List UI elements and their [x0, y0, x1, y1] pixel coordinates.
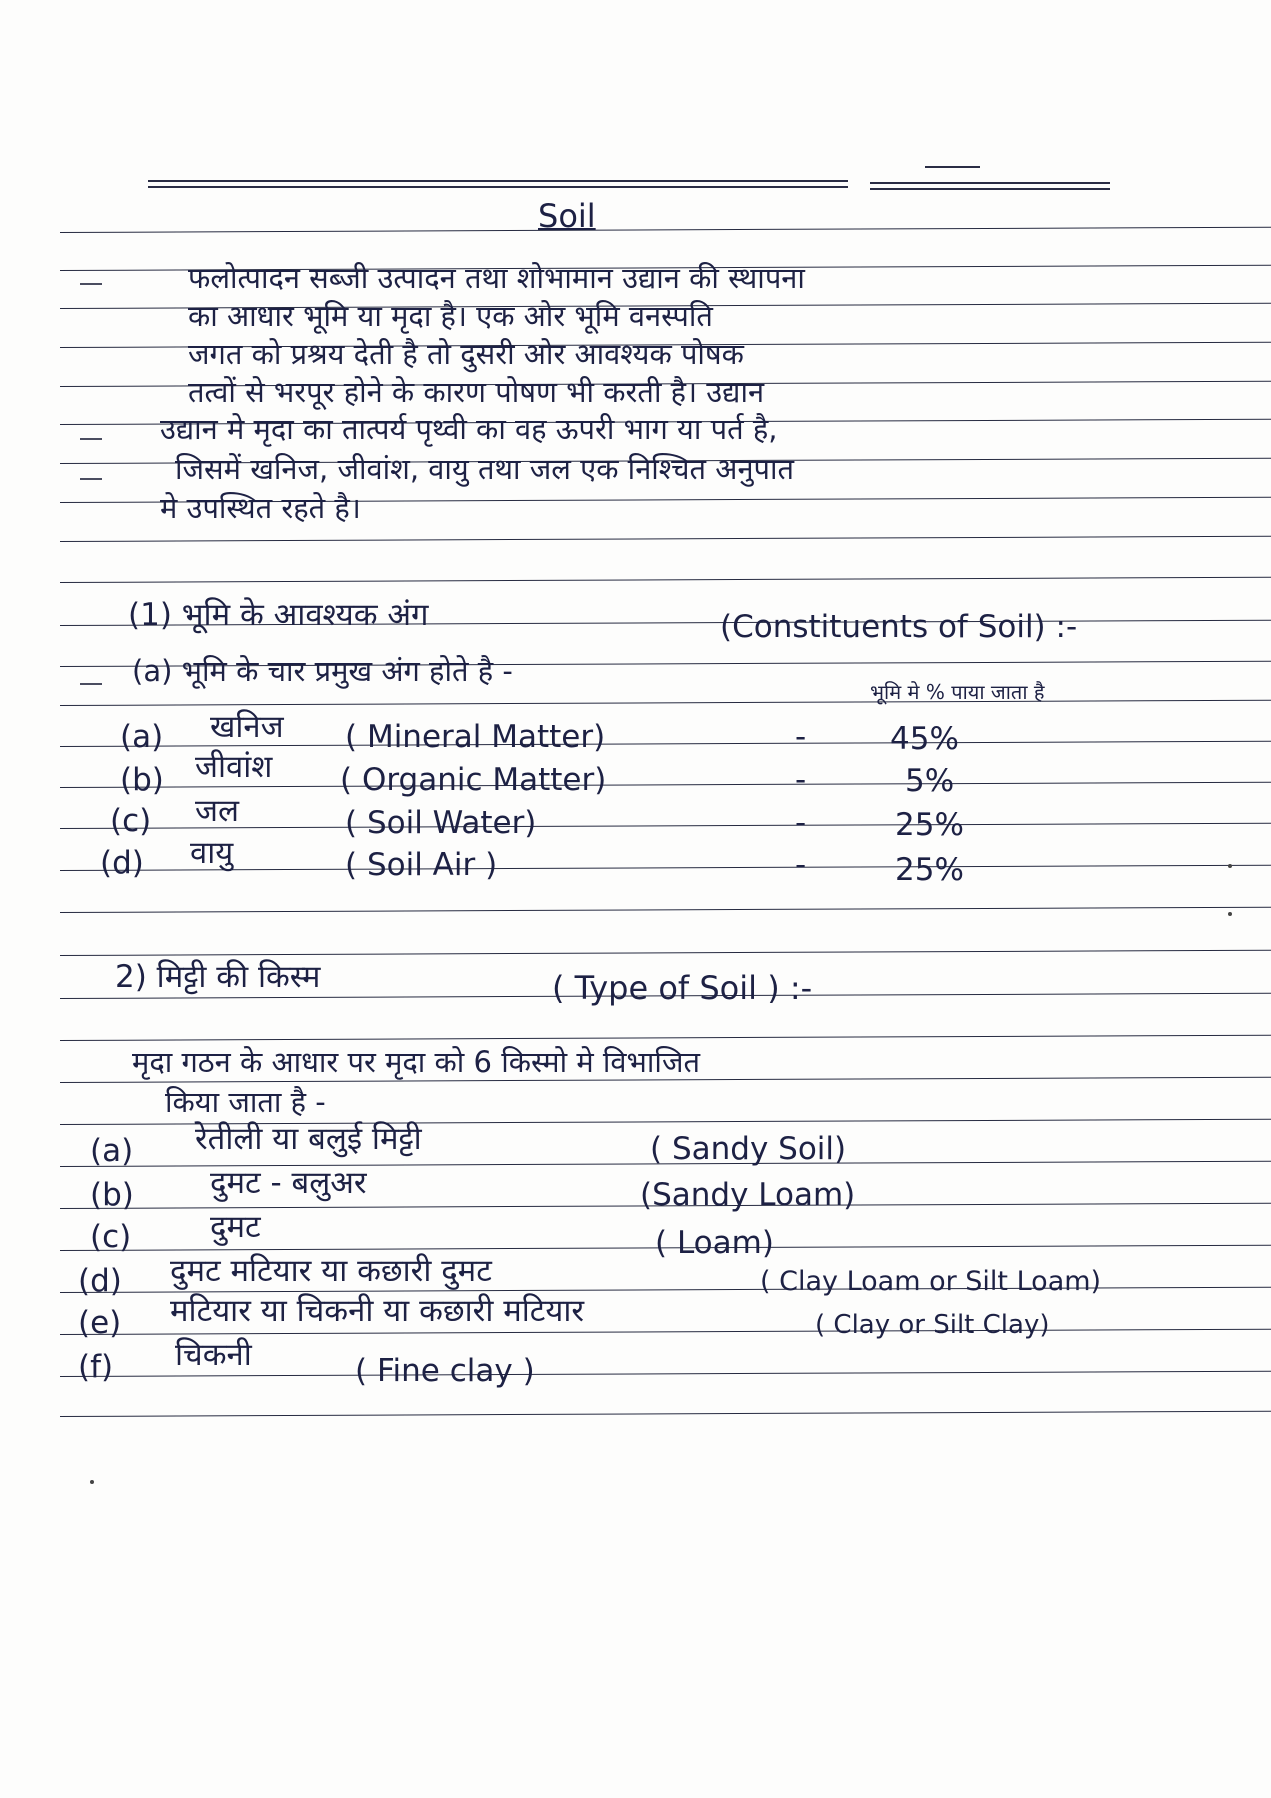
- list-item-english: ( Soil Water): [345, 805, 537, 841]
- list-item-hindi: दुमट: [210, 1209, 261, 1245]
- header-rule: [870, 182, 1110, 184]
- section1-heading-en: (Constituents of Soil) :-: [720, 609, 1078, 645]
- paragraph-line: फलोत्पादन सब्जी उत्पादन तथा शोभामान उद्यान की स्थापना: [188, 261, 805, 295]
- list-item-marker: (d): [100, 845, 144, 881]
- header-mark: [925, 166, 980, 168]
- ruled-line: [60, 1035, 1271, 1041]
- list-item-marker: (f): [78, 1349, 114, 1385]
- ruled-line: [60, 907, 1271, 913]
- margin-dash: [80, 478, 102, 480]
- header-rule: [148, 180, 848, 182]
- list-item-english: ( Loam): [655, 1225, 774, 1261]
- header-rule: [148, 186, 848, 188]
- column-header: भूमि मे % पाया जाता है: [870, 680, 1045, 704]
- header-rule: [870, 188, 1110, 190]
- ruled-line: [60, 577, 1271, 583]
- list-item-hindi: चिकनी: [175, 1337, 252, 1373]
- ruled-line: [60, 1411, 1271, 1417]
- list-item-hindi: दुमट - बलुअर: [210, 1165, 367, 1201]
- list-item-value: 25%: [895, 852, 964, 888]
- paragraph-line: का आधार भूमि या मृदा है। एक ओर भूमि वनस्पति: [188, 299, 713, 333]
- list-item-english: ( Fine clay ): [355, 1353, 535, 1389]
- list-item-hindi: खनिज: [210, 709, 284, 745]
- list-item-marker: (b): [90, 1177, 134, 1213]
- list-item-dash: -: [795, 762, 807, 798]
- list-item-english: ( Sandy Soil): [650, 1131, 847, 1167]
- ruled-line: [60, 823, 1271, 829]
- ruled-line: [60, 227, 1271, 233]
- margin-dash: [80, 683, 102, 685]
- list-item-english: ( Organic Matter): [340, 762, 607, 798]
- paragraph-line: जगत को प्रश्रय देती है तो दुसरी ओर आवश्यक पोषक: [188, 337, 744, 371]
- section2-heading: 2) मिट्टी की किस्म: [115, 959, 321, 995]
- paragraph-line: जिसमें खनिज, जीवांश, वायु तथा जल एक निश्चित अनुपात: [175, 452, 795, 486]
- list-item-hindi: रेतीली या बलुई मिट्टी: [195, 1121, 422, 1157]
- list-item-marker: (c): [90, 1219, 132, 1255]
- ink-dot: [1228, 912, 1232, 916]
- list-item-hindi: जीवांश: [195, 749, 273, 785]
- section2-intro-line: किया जाता है -: [165, 1085, 326, 1119]
- ruled-line: [60, 950, 1271, 956]
- list-item-marker: (d): [78, 1263, 122, 1299]
- list-item-english: ( Mineral Matter): [345, 719, 606, 755]
- ruled-line: [60, 1329, 1271, 1335]
- list-item-value: 45%: [890, 721, 959, 757]
- section2-heading-en: ( Type of Soil ) :-: [552, 969, 813, 1007]
- ruled-line: [60, 865, 1271, 871]
- list-item-value: 25%: [895, 807, 964, 843]
- margin-dash: [80, 283, 102, 285]
- section1-heading: (1) भूमि के आवश्यक अंग: [128, 597, 429, 633]
- list-item-hindi: दुमट मटियार या कछारी दुमट: [170, 1253, 492, 1289]
- margin-dash: [80, 438, 102, 440]
- section2-intro-line: मृदा गठन के आधार पर मृदा को 6 किस्मो मे विभाजित: [132, 1045, 700, 1079]
- list-item-hindi: वायु: [190, 835, 234, 871]
- ruled-line: [60, 700, 1271, 706]
- list-item-dash: -: [795, 719, 807, 755]
- paragraph-line: तत्वों से भरपूर होने के कारण पोषण भी करती है। उद्यान: [188, 375, 765, 409]
- list-item-hindi: जल: [195, 793, 240, 829]
- paragraph-line: मे उपस्थित रहते है।: [160, 491, 361, 525]
- list-item-marker: (a): [90, 1133, 134, 1169]
- page-title: Soil: [538, 197, 596, 235]
- list-item-marker: (a): [120, 719, 164, 755]
- section1-intro: (a) भूमि के चार प्रमुख अंग होते है -: [132, 654, 513, 688]
- list-item-value: 5%: [905, 763, 955, 799]
- ink-dot: [1228, 864, 1232, 868]
- list-item-marker: (e): [78, 1305, 122, 1341]
- paragraph-line: उद्यान मे मृदा का तात्पर्य पृथ्वी का वह ऊपरी भाग या पर्त है,: [160, 412, 778, 446]
- list-item-marker: (c): [110, 803, 152, 839]
- list-item-english: (Sandy Loam): [640, 1177, 856, 1213]
- list-item-english: ( Clay or Silt Clay): [815, 1310, 1050, 1340]
- list-item-english: ( Soil Air ): [345, 847, 498, 883]
- list-item-english: ( Clay Loam or Silt Loam): [760, 1266, 1102, 1297]
- list-item-dash: -: [795, 805, 807, 841]
- list-item-dash: -: [795, 847, 807, 883]
- ink-dot: [90, 1480, 94, 1484]
- ruled-line: [60, 536, 1271, 542]
- list-item-hindi: मटियार या चिकनी या कछारी मटियार: [170, 1293, 585, 1329]
- list-item-marker: (b): [120, 762, 164, 798]
